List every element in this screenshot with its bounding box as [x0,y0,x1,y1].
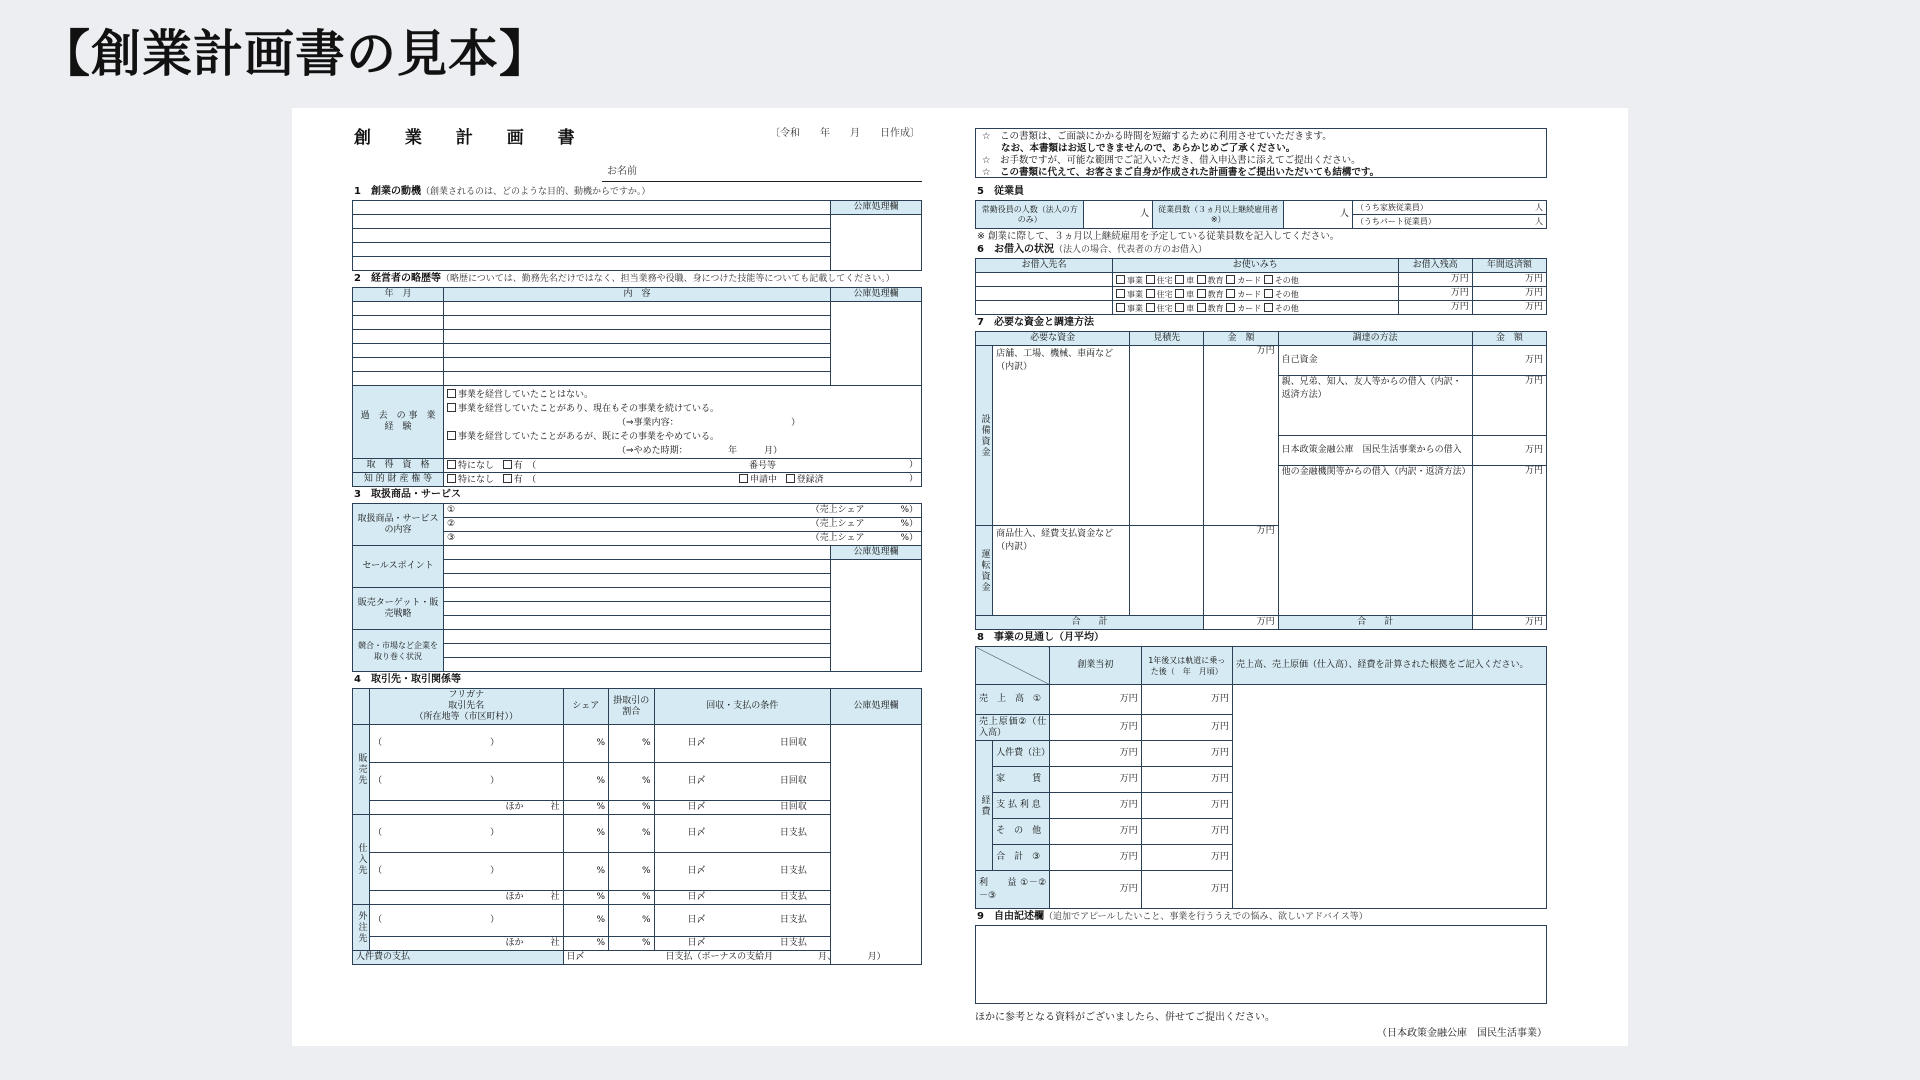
outlook-basis[interactable] [1232,685,1546,909]
operating-funds-label: 運転資金 [976,526,993,616]
free-description-table [975,925,1547,1004]
motive-line[interactable] [353,229,831,243]
qualification-yes-checkbox[interactable] [503,460,512,469]
own-funds[interactable]: 自己資金 [1278,346,1472,376]
market-label: 競合・市場など企業を取り巻く状況 [353,630,444,672]
section-5-heading: 5 従業員 [977,186,1024,197]
career-line[interactable] [444,358,831,372]
right-page [975,128,1547,1040]
career-line[interactable] [444,316,831,330]
career-table: 年 月 内 容 公庫処理欄 過 去 の 事 業 経 験 事業を経営していたことはない。 事業を経営していたことがあり、現在もその事業を続けている。 （⇒事業内容： ） 事業を経営していたことがあるが、既にその事業をやめている。 （⇒やめた時期： 年 月） 取 得 資 格 特になし 有 （ 番号等 ） 知 的 財 産 権 等 特になし 有 （ 申請中 登録済 ） [352,287,922,487]
ip-pending-checkbox[interactable] [739,474,748,483]
employees-note: ※ 創業に際して、３ヵ月以上継続雇用を予定している従業員数を記入してください。 [977,231,1340,242]
expenses-label: 経費 [976,741,993,871]
slide-title: 【創業計画書の見本】 [40,25,550,83]
section-9-heading: 9 自由記述欄（追加でアピールしたいこと、事業を行ううえでの悩み、欲しいアドバイス等） [977,911,1368,923]
family-loan[interactable]: 親、兄弟、知人、友人等からの借入（内訳・返済方法） [1278,376,1472,436]
career-line[interactable] [444,372,831,386]
operating-funds-detail[interactable]: 商品仕入、経費支払資金など（内訳） [993,526,1130,616]
other-bank-loan[interactable]: 他の金融機関等からの借入（内訳・返済方法） [1278,466,1472,616]
qualification-none-checkbox[interactable] [447,460,456,469]
section-1-heading: 1 創業の動機（創業されるのは、どのような目的、動機からですか。） [354,186,651,197]
ip-yes-checkbox[interactable] [503,474,512,483]
product-item[interactable]: ① （売上シェア %） [444,504,922,518]
employees-table: 常勤役員の人数（法人の方のみ） 人 従業員数（３ヵ月以上継続雇用者※） 人 （うち家族従業員） 人 （うちパート従業員） 人 [975,200,1547,229]
ip-rights-label: 知 的 財 産 権 等 [353,473,444,487]
target-strategy-label: 販売ターゲット・販売戦略 [353,588,444,630]
borrowing-row: 事業 住宅 車 教育 カード その他 万円 万円 [976,301,1547,315]
experience-option-2[interactable]: 事業を経営していたことがあり、現在もその事業を続けている。 [447,402,918,416]
instructions-box: ☆ この書類は、ご面談にかかる時間を短縮するために利用させていただきます。 なお、本書類はお返しできませんので、あらかじめご了承ください。 ☆ お手数ですが、可能な範囲でご記入いただき、借入申込書に添えてご提出ください。 ☆ この書類に代えて、お客さまご自身が作成された計画書をご提出いただいても結構です。 [975,128,1547,178]
wage-payment-terms[interactable]: 日〆 日支払（ボーナスの支給月 月、 月） [563,951,830,965]
borrowing-row: 事業 住宅 車 教育 カード その他 万円 万円 [976,273,1547,287]
issuer-name: （日本政策金融公庫 国民生活事業） [1377,1028,1547,1040]
motive-table [352,200,922,271]
officers-count[interactable]: 人 [1084,201,1153,229]
outlook-table: 創業当初 1年後又は軌道に乗った後（ 年 月頃） 売上高、売上原価（仕入高）、経費を計算された根拠をご記入ください。 売 上 高 ① 万円 万円 売上原価②（仕入高） 万円 万円 経費 人件費（注） 万円 万円 家 賃 万円 万円 支 払 利 息 万円 万円 そ の 他 万円 万円 合 計 ③ 万円 万円 利 益 ①－②－③ 万円 万円 [975,646,1547,909]
office-use-header: 公庫処理欄 [830,201,921,215]
purchase-partners-label: 仕入先 [353,815,370,905]
borrowing-row: 事業 住宅 車 教育 カード その他 万円 万円 [976,287,1547,301]
name-label: お名前 [607,166,637,177]
footer-note: ほかに参考となる資料がございましたら、併せてご提出ください。 [975,1012,1275,1024]
section-2-heading: 2 経営者の略歴等（略歴については、勤務先名だけではなく、担当業務や役職、身につけた技能等についても記載してください。） [354,273,895,284]
experience-option-3[interactable]: 事業を経営していたことがあるが、既にその事業をやめている。 [447,430,918,444]
motive-line[interactable] [353,215,831,229]
section-6-heading: 6 お借入の状況（法人の場合、代表者の方のお借入） [977,244,1207,256]
funding-table: 必要な資金 見積先 金 額 調達の方法 金 額 設備資金 店舗、工場、機械、車両など（内訳） 万円 自己資金 万円 親、兄弟、知人、友人等からの借入（内訳・返済方法） 万円 日本政策金融公庫 国民生活事業からの借入 万円 他の金融機関等からの借入（内訳・返済方法） 万円 運転資金 商品仕入、経費支払資金など（内訳） 万円 合 計 万円 合 計 万円 [975,331,1547,630]
equipment-funds-label: 設備資金 [976,346,993,526]
section-8-heading: 8 事業の見通し（月平均） [977,632,1104,644]
experience-option-1[interactable]: 事業を経営していたことはない。 [447,388,918,402]
form-title: 創 業 計 画 書 [354,128,589,148]
trading-partners-table: フリガナ 取引先名 （所在地等（市区町村）） シェア 掛取引の割合 回収・支払の条件 公庫処理欄 販売先 （ ） % % 日〆 日回収 （ ） % % 日〆 日回収 ほか 社 % % 日〆 日回収 仕入先 （ ） % % 日〆 日支払 （ ） % % 日〆 日支払 ほか 社 % % 日〆 日支払 外注先 （ ） % % 日〆 日支払 ほか 社 % % 日〆 日支払 人件費の支払 日〆 日支払（ボーナスの支給月 月、 月） [352,688,922,965]
product-item[interactable]: ② （売上シェア %） [444,518,922,532]
motive-line[interactable] [353,243,831,257]
ip-registered-checkbox[interactable] [786,474,795,483]
sales-partners-label: 販売先 [353,725,370,815]
creation-date[interactable]: 〔令和 年 月 日作成〕 [770,128,920,139]
section-3-heading: 3 取扱商品・サービス [354,489,461,500]
form-sheet [292,108,1628,1046]
past-experience-label: 過 去 の 事 業 経 験 [353,386,444,459]
career-line[interactable] [444,330,831,344]
wage-payment-label: 人件費の支払 [353,951,564,965]
motive-line[interactable] [353,201,831,215]
jfc-loan[interactable]: 日本政策金融公庫 国民生活事業からの借入 [1278,436,1472,466]
staff-count[interactable]: 人 [1284,201,1353,229]
qualification-label: 取 得 資 格 [353,459,444,473]
free-description-field[interactable] [976,926,1547,1004]
products-table: 取扱商品・サービスの内容 ① （売上シェア %） ② （売上シェア %） ③ （売上シェア %） セールスポイント 公庫処理欄 販売ターゲット・販売戦略 競合・市場など企業を取り巻く状況 [352,503,922,672]
outsource-partners-label: 外注先 [353,905,370,951]
equipment-funds-detail[interactable]: 店舗、工場、機械、車両など（内訳） [993,346,1130,526]
product-item[interactable]: ③ （売上シェア %） [444,532,922,546]
borrowing-table: お借入先名 お使いみち お借入残高 年間返済額 事業 住宅 車 教育 カード その他 万円 万円 事業 住宅 車 教育 カード その他 万円 万円 事業 住宅 車 教育 カード その他 万円 万円 [975,258,1547,315]
section-4-heading: 4 取引先・取引関係等 [354,674,461,685]
ip-none-checkbox[interactable] [447,474,456,483]
selling-point-label: セールスポイント [353,546,444,588]
motive-line[interactable] [353,257,831,271]
career-line[interactable] [444,302,831,316]
section-7-heading: 7 必要な資金と調達方法 [977,317,1094,329]
career-line[interactable] [444,344,831,358]
left-page [352,128,922,965]
products-label: 取扱商品・サービスの内容 [353,504,444,546]
